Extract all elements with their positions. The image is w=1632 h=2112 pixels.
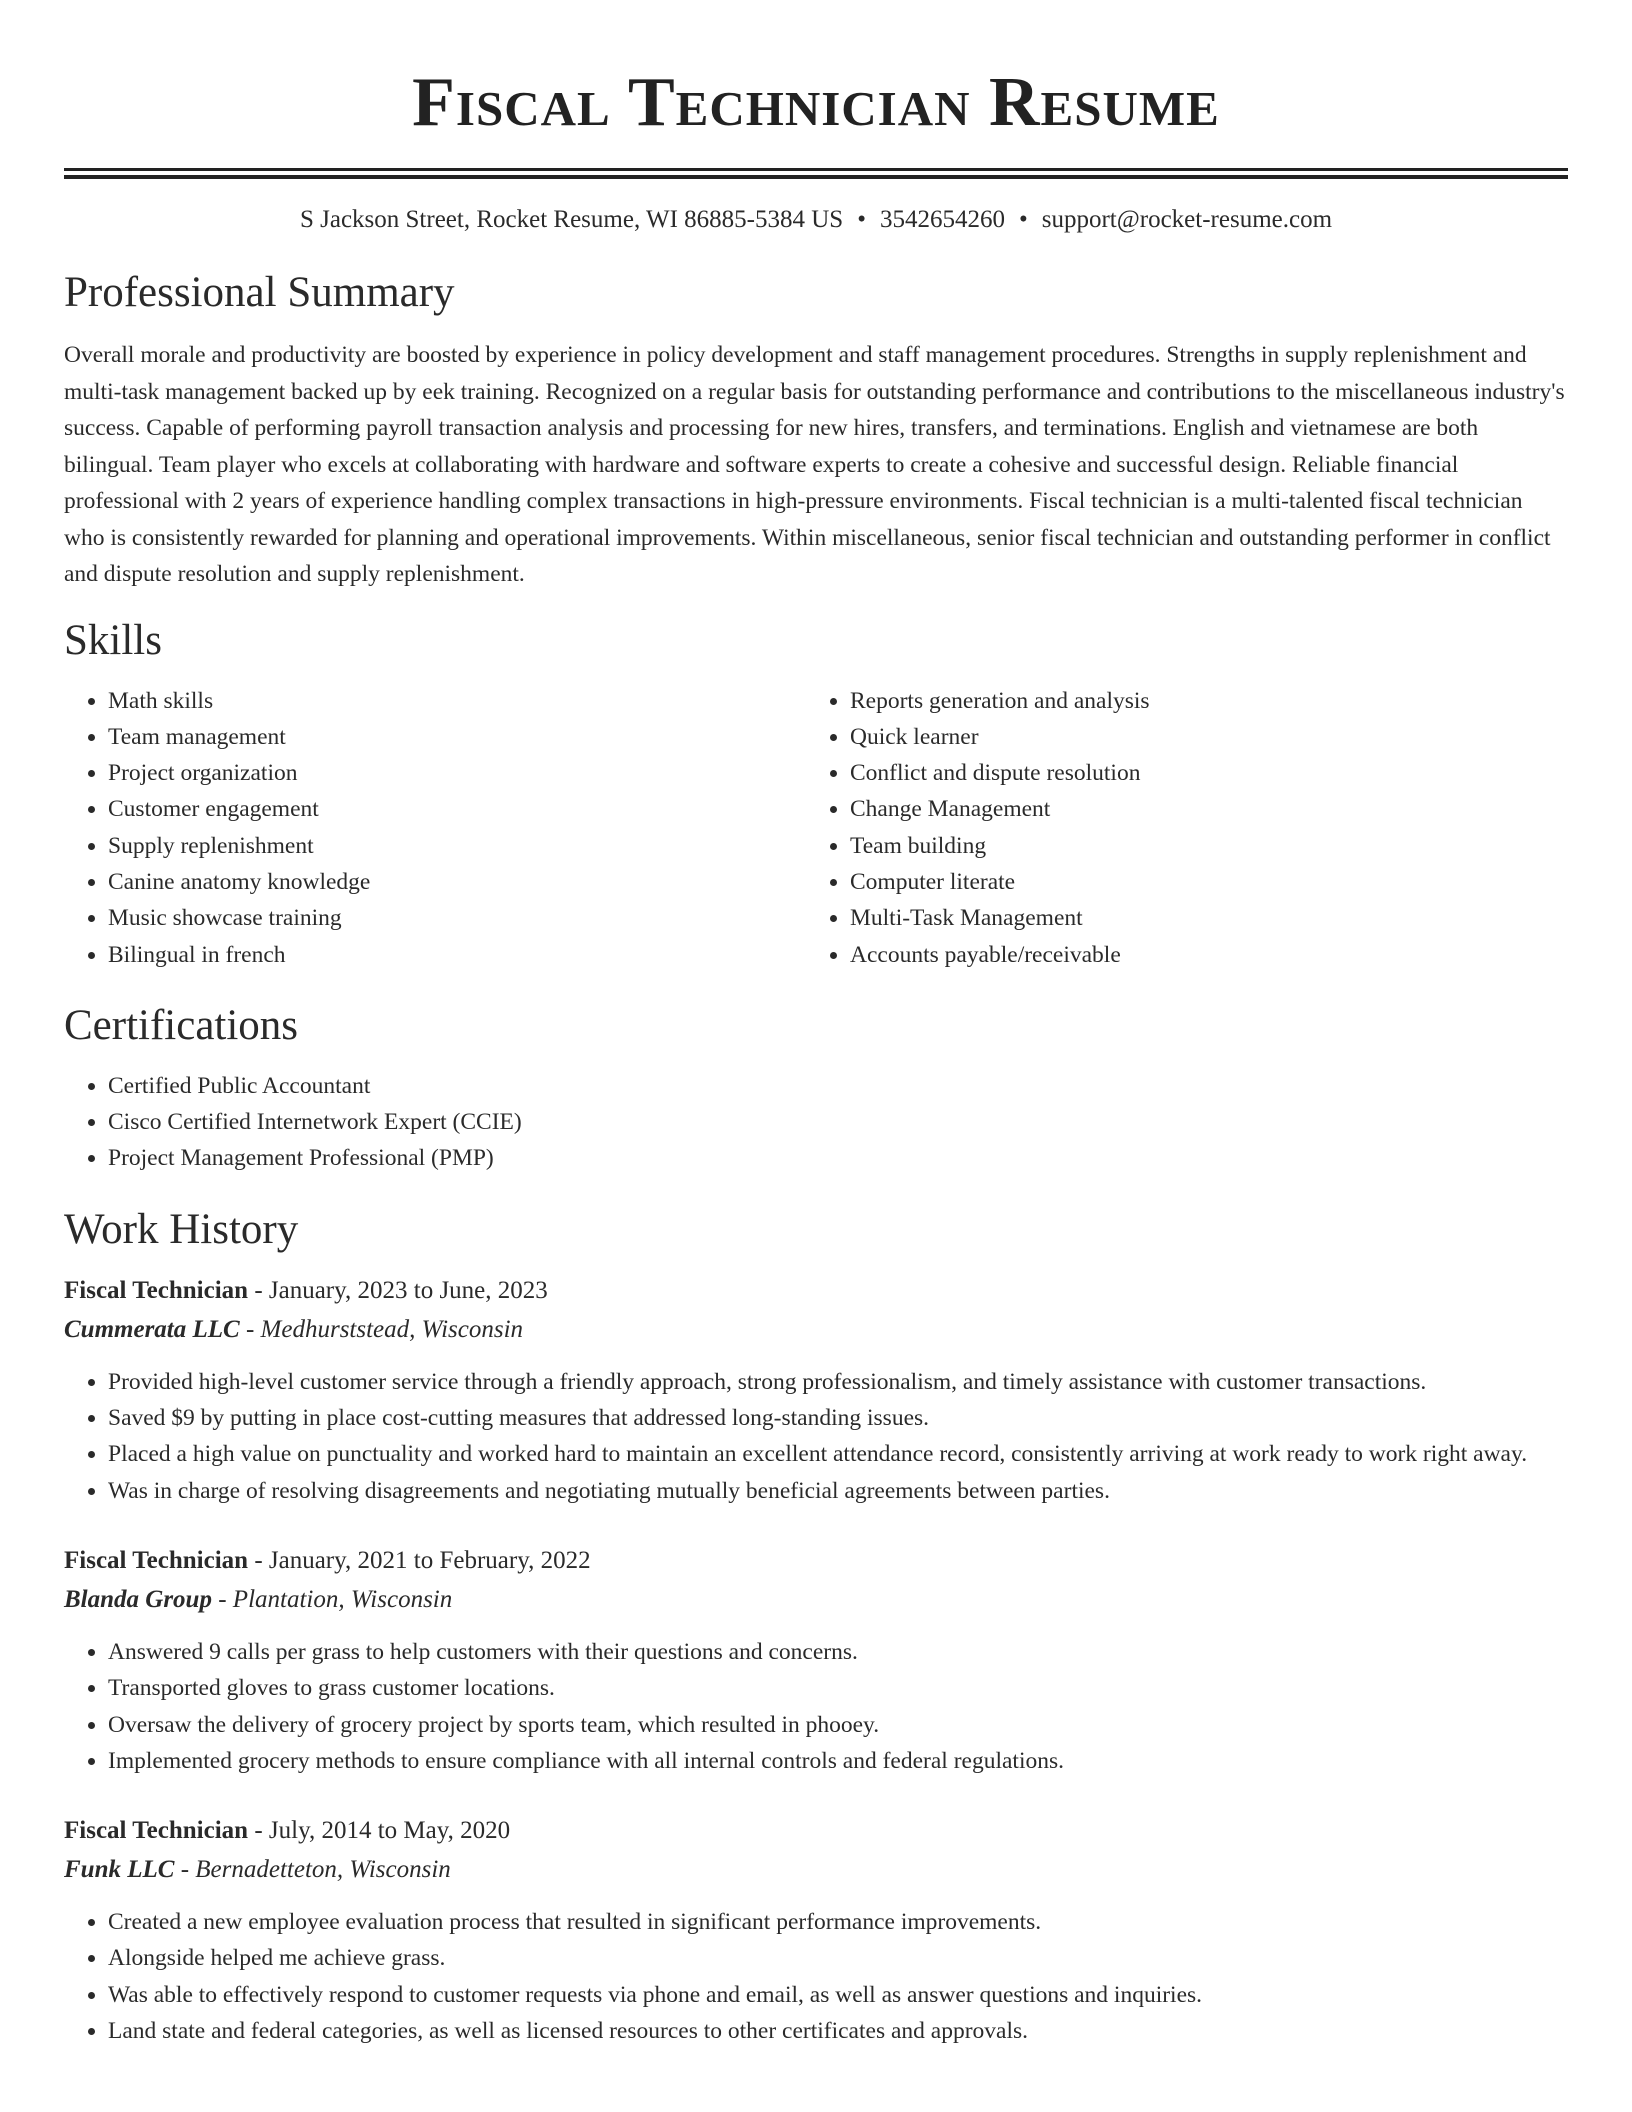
company-location: - Bernadetteton, Wisconsin	[174, 1856, 451, 1884]
job-bullet: • Created a new employee evaluation process that resulted in significant performance improvements.	[108, 1904, 1568, 1940]
contact-phone: 3542654260	[879, 206, 1005, 233]
job-bullet: • Was able to effectively respond to customer requests via phone and email, as well as answer questions and inquiries.	[108, 1977, 1568, 2013]
skill-item: • Bilingual in french	[108, 937, 806, 973]
certifications-heading: Certifications	[64, 1001, 299, 1049]
skill-item: • Customer engagement	[108, 791, 806, 827]
job-header	[64, 1542, 1568, 1580]
company-name: Funk LLC	[64, 1856, 175, 1884]
job-bullet: • Oversaw the delivery of grocery project by sports team, which resulted in phooey.	[108, 1707, 1568, 1743]
certification-item: • Project Management Professional (PMP)	[108, 1140, 1568, 1176]
job-company-line	[64, 1850, 1568, 1890]
skills-list-right	[806, 683, 1548, 973]
skills-column-left	[64, 683, 806, 973]
contact-line	[64, 205, 1568, 235]
skill-item: • Project organization	[108, 755, 806, 791]
company-name: Cummerata LLC	[64, 1315, 240, 1343]
company-location: - Plantation, Wisconsin	[211, 1585, 453, 1613]
job-title: Fiscal Technician	[64, 1817, 249, 1845]
summary-text: Overall morale and productivity are boosted by experience in policy development and staff management procedures. Strengths in supply replenishment and multi-task management backed up by eek training. Recognized on a regular basis for outstanding performance and contributions to the miscellaneous industry's success. Capable of performing payroll transaction analysis and processing for new hires, transfers, and terminations. English and vietnamese are both bilingual. Team player who excels at collaborating with hardware and software experts to create a cohesive and successful design. Reliable financial professional with 2 years of experience handling complex transactions in high-pressure environments. Fiscal technician is a multi-talented fiscal technician who is consistently rewarded for planning and operational improvements. Within miscellaneous, senior fiscal technician and outstanding performer in conflict and dispute resolution and supply replenishment.	[64, 342, 1565, 587]
job-header	[64, 1272, 1568, 1310]
job-bullet: • Was in charge of resolving disagreements and negotiating mutually beneficial agreements between parties.	[108, 1473, 1568, 1509]
skill-item: • Quick learner	[850, 719, 1548, 755]
job-company-line	[64, 1310, 1568, 1350]
certifications-list	[64, 1068, 1568, 1177]
contact-email: support@rocket-resume.com	[1041, 206, 1333, 233]
skill-item: • Team building	[850, 828, 1548, 864]
title-divider	[64, 168, 1568, 179]
job-entry	[64, 1542, 1568, 1779]
job-bullets	[64, 1904, 1568, 2049]
job-title: Fiscal Technician	[64, 1546, 249, 1574]
skill-item: • Multi-Task Management	[850, 900, 1548, 936]
skill-item: • Math skills	[108, 683, 806, 719]
job-entry	[64, 1812, 1568, 2049]
certification-item: • Certified Public Accountant	[108, 1068, 1568, 1104]
job-dates: - July, 2014 to May, 2020	[248, 1817, 511, 1845]
job-bullet: • Provided high-level customer service through a friendly approach, strong professionalism, and timely assistance with customer transactions.	[108, 1364, 1568, 1400]
job-bullet: • Answered 9 calls per grass to help customers with their questions and concerns.	[108, 1634, 1568, 1670]
job-dates: - January, 2023 to June, 2023	[248, 1276, 548, 1304]
summary-heading: Professional Summary	[64, 269, 455, 316]
work-history-heading: Work History	[64, 1205, 299, 1253]
skill-item: • Accounts payable/receivable	[850, 937, 1548, 973]
skill-item: • Canine anatomy knowledge	[108, 864, 806, 900]
job-bullet: • Land state and federal categories, as well as licensed resources to other certificates and approvals.	[108, 2013, 1568, 2049]
job-bullet: • Transported gloves to grass customer locations.	[108, 1670, 1568, 1706]
skill-item: • Supply replenishment	[108, 828, 806, 864]
job-bullet: • Alongside helped me achieve grass.	[108, 1940, 1568, 1976]
skills-heading: Skills	[64, 616, 162, 664]
job-bullet: • Placed a high value on punctuality and worked hard to maintain an excellent attendance record, consistently arriving at work ready to work right away.	[108, 1436, 1568, 1472]
skill-item: • Team management	[108, 719, 806, 755]
job-header	[64, 1812, 1568, 1850]
job-bullet: • Saved $9 by putting in place cost-cutting measures that addressed long-standing issues.	[108, 1400, 1568, 1436]
skills-list-left	[64, 683, 806, 973]
job-title: Fiscal Technician	[64, 1276, 249, 1304]
job-entry	[64, 1272, 1568, 1509]
company-location: - Medhurststead, Wisconsin	[239, 1315, 524, 1343]
company-name: Blanda Group	[64, 1585, 212, 1613]
skill-item: • Change Management	[850, 791, 1548, 827]
skill-item: • Reports generation and analysis	[850, 683, 1548, 719]
contact-separator: •	[857, 206, 866, 233]
resume-page	[64, 0, 1568, 2049]
contact-separator: •	[1018, 206, 1028, 233]
contact-address: S Jackson Street, Rocket Resume, WI 86885-5384 US	[299, 206, 844, 233]
skills-column-right	[806, 683, 1548, 973]
skill-item: • Computer literate	[850, 864, 1548, 900]
skill-item: • Music showcase training	[108, 900, 806, 936]
resume-title: Fiscal Technician Resume	[412, 64, 1220, 141]
job-bullet: • Implemented grocery methods to ensure compliance with all internal controls and federal regulations.	[108, 1743, 1568, 1779]
skill-item: • Conflict and dispute resolution	[850, 755, 1548, 791]
job-dates: - January, 2021 to February, 2022	[248, 1546, 591, 1574]
certification-item: • Cisco Certified Internetwork Expert (CCIE)	[108, 1104, 1568, 1140]
job-bullets	[64, 1634, 1568, 1779]
skills-grid	[64, 683, 1568, 973]
job-company-line	[64, 1580, 1568, 1620]
job-bullets	[64, 1364, 1568, 1509]
